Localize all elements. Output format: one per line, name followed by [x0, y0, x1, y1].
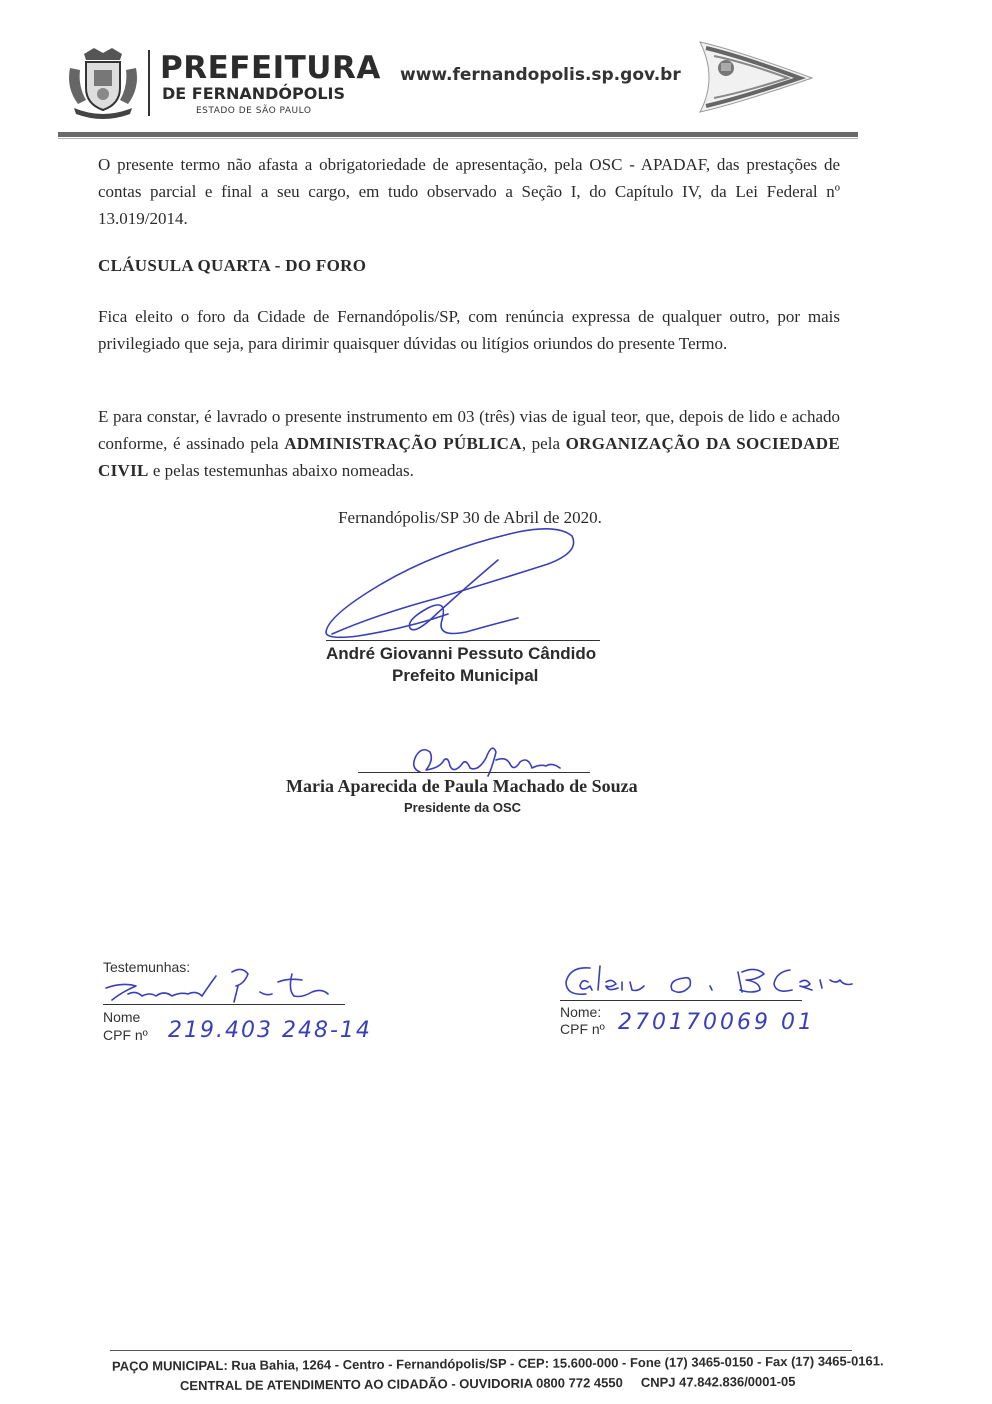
- document-date: Fernandópolis/SP 30 de Abril de 2020.: [338, 508, 602, 527]
- paragraph-accountability: O presente termo não afasta a obrigatoriedade de apresentação, pela OSC - APADAF, das prestações de contas parcial e final a seu cargo, em tudo observado a Seção I, do Capítulo IV, da Lei Federal nº 13.019/2014.: [98, 155, 840, 228]
- closing-text-2: , pela: [521, 434, 566, 453]
- coat-of-arms-logo: [64, 44, 142, 120]
- witness2-signature: [560, 960, 878, 1004]
- witness2-signature-line: [560, 1000, 802, 1001]
- header-divider: [148, 50, 150, 116]
- president-name: Maria Aparecida de Paula Machado de Souza: [286, 776, 638, 796]
- closing-text-3: e pelas testemunhas abaixo nomeadas.: [148, 461, 414, 480]
- footer-rule: [110, 1350, 852, 1351]
- mayor-signature: [318, 524, 588, 648]
- mayor-role: Prefeito Municipal: [392, 666, 539, 685]
- witness2-name-label: Nome:: [560, 1004, 602, 1020]
- clause-title: CLÁUSULA QUARTA - DO FORO: [98, 256, 367, 275]
- brand-subtitle: DE FERNANDÓPOLIS: [162, 84, 346, 103]
- mayor-name: André Giovanni Pessuto Cândido: [326, 644, 597, 663]
- city-flag-logo: [696, 38, 816, 116]
- website-link[interactable]: www.fernandopolis.sp.gov.br: [400, 65, 681, 85]
- header-rule-thin: [58, 138, 858, 139]
- paragraph-closing: [98, 403, 840, 484]
- closing-public-admin: ADMINISTRAÇÃO PÚBLICA: [284, 434, 522, 453]
- witness1-name-label: Nome: [103, 1009, 141, 1025]
- closing-civil-org: ORGANIZAÇÃO DA SOCIEDADE CIVIL: [98, 434, 840, 480]
- closing-text-1: E para constar, é lavrado o presente instrumento em 03 (três) vias de igual teor, que, depois de lido e achado conforme, é assinado pela: [98, 407, 840, 453]
- witness2-cpf-handwritten: 270170069 01: [618, 1010, 815, 1035]
- footer-cnpj: CNPJ 47.842.836/0001-05: [640, 1373, 796, 1390]
- header-rule: [58, 132, 858, 137]
- brand-title: PREFEITURA: [160, 50, 381, 86]
- footer-contact: [180, 1374, 796, 1393]
- witness1-signature-line: [103, 1004, 345, 1005]
- footer-address: PAÇO MUNICIPAL: Rua Bahia, 1264 - Centro - Fernandópolis/SP - CEP: 15.600-000 - Fone (17) 3465-0150 - Fax (17) 3465-0161.: [111, 1353, 884, 1374]
- witness1-signature: [102, 962, 342, 1006]
- witness1-cpf-handwritten: 219.403 248-14: [168, 1018, 372, 1043]
- witnesses-heading: Testemunhas:: [103, 959, 191, 975]
- paragraph-jurisdiction: Fica eleito o foro da Cidade de Fernandópolis/SP, com renúncia expressa de qualquer outro, por mais privilegiado que seja, para dirimir quaisquer dúvidas ou litígios oriundos do presente Termo.: [98, 307, 840, 353]
- president-role: Presidente da OSC: [404, 800, 522, 815]
- footer-ombudsman: CENTRAL DE ATENDIMENTO AO CIDADÃO - OUVIDORIA 0800 772 4550: [179, 1375, 623, 1394]
- witness2-cpf-label: CPF nº: [560, 1021, 605, 1037]
- president-signature-line: [358, 772, 590, 773]
- brand-state: ESTADO DE SÃO PAULO: [196, 106, 312, 116]
- witness1-cpf-label: CPF nº: [103, 1027, 148, 1043]
- mayor-signature-line: [326, 640, 600, 641]
